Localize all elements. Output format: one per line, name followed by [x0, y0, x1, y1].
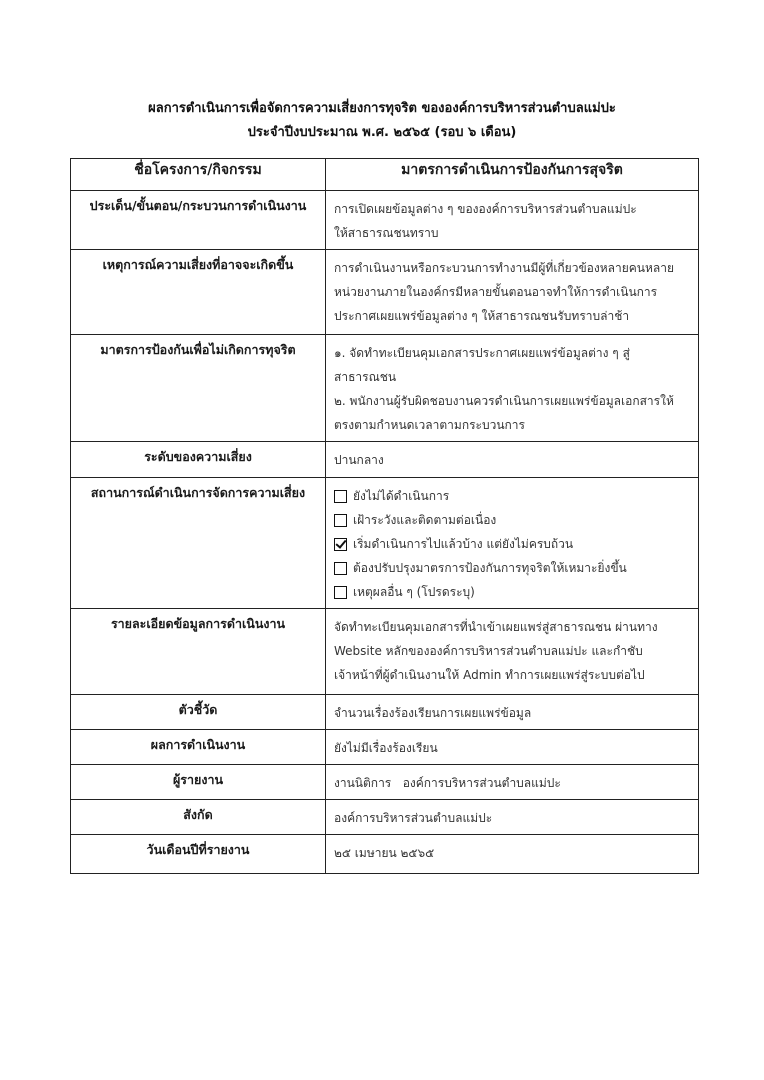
checkbox-unchecked-icon[interactable]: [334, 586, 347, 599]
table-header-row: [71, 159, 699, 191]
value-line: การเปิดเผยข้อมูลต่าง ๆ ขององค์การบริหารส่วนตำบลแม่ปะ: [334, 202, 637, 216]
status-option-label: ยังไม่ได้ดำเนินการ: [353, 489, 450, 503]
row-label-risk-status: สถานการณ์ดำเนินการจัดการความเสี่ยง: [71, 478, 326, 609]
status-option[interactable]: [334, 532, 692, 556]
checkbox-unchecked-icon[interactable]: [334, 562, 347, 575]
row-value-risk-event: [326, 250, 699, 335]
status-option-label: เฝ้าระวังและติดตามต่อเนื่อง: [353, 513, 497, 527]
row-value-prevention: [326, 335, 699, 442]
row-label-reporter: ผู้รายงาน: [71, 765, 326, 800]
table-row: [71, 730, 699, 765]
row-value-result: [326, 730, 699, 765]
row-label-prevention: มาตรการป้องกันเพื่อไม่เกิดการทุจริต: [71, 335, 326, 442]
status-option[interactable]: [334, 484, 692, 508]
table-row: [71, 835, 699, 874]
row-label-affiliation: สังกัด: [71, 800, 326, 835]
value-line: ๑. จัดทำทะเบียนคุมเอกสารประกาศเผยแพร่ข้อมูลต่าง ๆ สู่: [334, 346, 630, 360]
value-line: องค์การบริหารส่วนตำบลแม่ปะ: [334, 811, 493, 825]
table-row: [71, 250, 699, 335]
value-line: จัดทำทะเบียนคุมเอกสารที่นำเข้าเผยแพร่สู่สาธารณชน ผ่านทาง: [334, 620, 658, 634]
risk-report-table: [70, 158, 699, 874]
header-prevention-measures: มาตรการดำเนินการป้องกันการสุจริต: [326, 159, 699, 191]
checkbox-unchecked-icon[interactable]: [334, 514, 347, 527]
status-option-label: ต้องปรับปรุงมาตรการป้องกันการทุจริตให้เหมาะยิ่งขึ้น: [353, 561, 627, 575]
table-row: [71, 442, 699, 478]
value-line: ตรงตามกำหนดเวลาตามกระบวนการ: [334, 418, 525, 432]
status-option-label: เริ่มดำเนินการไปแล้วบ้าง แต่ยังไม่ครบถ้วน: [353, 537, 574, 551]
header-project-activity: ชื่อโครงการ/กิจกรรม: [71, 159, 326, 191]
checkbox-checked-icon[interactable]: [334, 538, 347, 551]
table-row: [71, 191, 699, 250]
document-title-line-1: ผลการดำเนินการเพื่อจัดการความเสี่ยงการทุจริต ขององค์การบริหารส่วนตำบลแม่ปะ: [148, 101, 616, 116]
value-line: Website หลักขององค์การบริหารส่วนตำบลแม่ปะ และกำชับ: [334, 644, 643, 658]
row-value-risk-level: [326, 442, 699, 478]
row-label-risk-level: ระดับของความเสี่ยง: [71, 442, 326, 478]
row-label-risk-event: เหตุการณ์ความเสี่ยงที่อาจจะเกิดขึ้น: [71, 250, 326, 335]
row-value-report-date: [326, 835, 699, 874]
value-line: การดำเนินงานหรือกระบวนการทำงานมีผู้ที่เกี่ยวข้องหลายคนหลาย: [334, 261, 675, 275]
row-label-details: รายละเอียดข้อมูลการดำเนินงาน: [71, 609, 326, 695]
table-row: [71, 695, 699, 730]
row-label-process: ประเด็น/ขั้นตอน/กระบวนการดำเนินงาน: [71, 191, 326, 250]
row-label-result: ผลการดำเนินงาน: [71, 730, 326, 765]
row-value-process: [326, 191, 699, 250]
value-line: เจ้าหน้าที่ผู้ดำเนินงานให้ Admin ทำการเผยแพร่สู่ระบบต่อไป: [334, 668, 645, 682]
table-row: [71, 765, 699, 800]
value-line: ประกาศเผยแพร่ข้อมูลต่าง ๆ ให้สาธารณชนรับทราบล่าช้า: [334, 309, 630, 323]
table-row: [71, 609, 699, 695]
value-line: ยังไม่มีเรื่องร้องเรียน: [334, 741, 438, 755]
row-value-details: [326, 609, 699, 695]
value-line: ให้สาธารณชนทราบ: [334, 226, 439, 240]
row-label-indicator: ตัวชี้วัด: [71, 695, 326, 730]
status-option[interactable]: [334, 580, 692, 604]
table-row: [71, 478, 699, 609]
value-line: สาธารณชน: [334, 370, 397, 384]
document-title-line-2: ประจำปีงบประมาณ พ.ศ. ๒๕๖๕ (รอบ ๖ เดือน): [247, 125, 517, 140]
table-row: [71, 335, 699, 442]
value-line: ๒๕ เมษายน ๒๕๖๕: [334, 846, 435, 860]
status-option-label: เหตุผลอื่น ๆ (โปรดระบุ): [353, 585, 475, 599]
status-option[interactable]: [334, 508, 692, 532]
row-value-indicator: [326, 695, 699, 730]
status-option[interactable]: [334, 556, 692, 580]
row-value-risk-status: [326, 478, 699, 609]
row-value-reporter: [326, 765, 699, 800]
value-line: จำนวนเรื่องร้องเรียนการเผยแพร่ข้อมูล: [334, 706, 532, 720]
row-value-affiliation: [326, 800, 699, 835]
value-line: งานนิติการ องค์การบริหารส่วนตำบลแม่ปะ: [334, 776, 561, 790]
value-line: หน่วยงานภายในองค์กรมีหลายขั้นตอนอาจทำให้การดำเนินการ: [334, 285, 658, 299]
checkbox-unchecked-icon[interactable]: [334, 490, 347, 503]
value-line: ปานกลาง: [334, 453, 384, 467]
row-label-report-date: วันเดือนปีที่รายงาน: [71, 835, 326, 874]
table-row: [71, 800, 699, 835]
value-line: ๒. พนักงานผู้รับผิดชอบงานควรดำเนินการเผยแพร่ข้อมูลเอกสารให้: [334, 394, 674, 408]
